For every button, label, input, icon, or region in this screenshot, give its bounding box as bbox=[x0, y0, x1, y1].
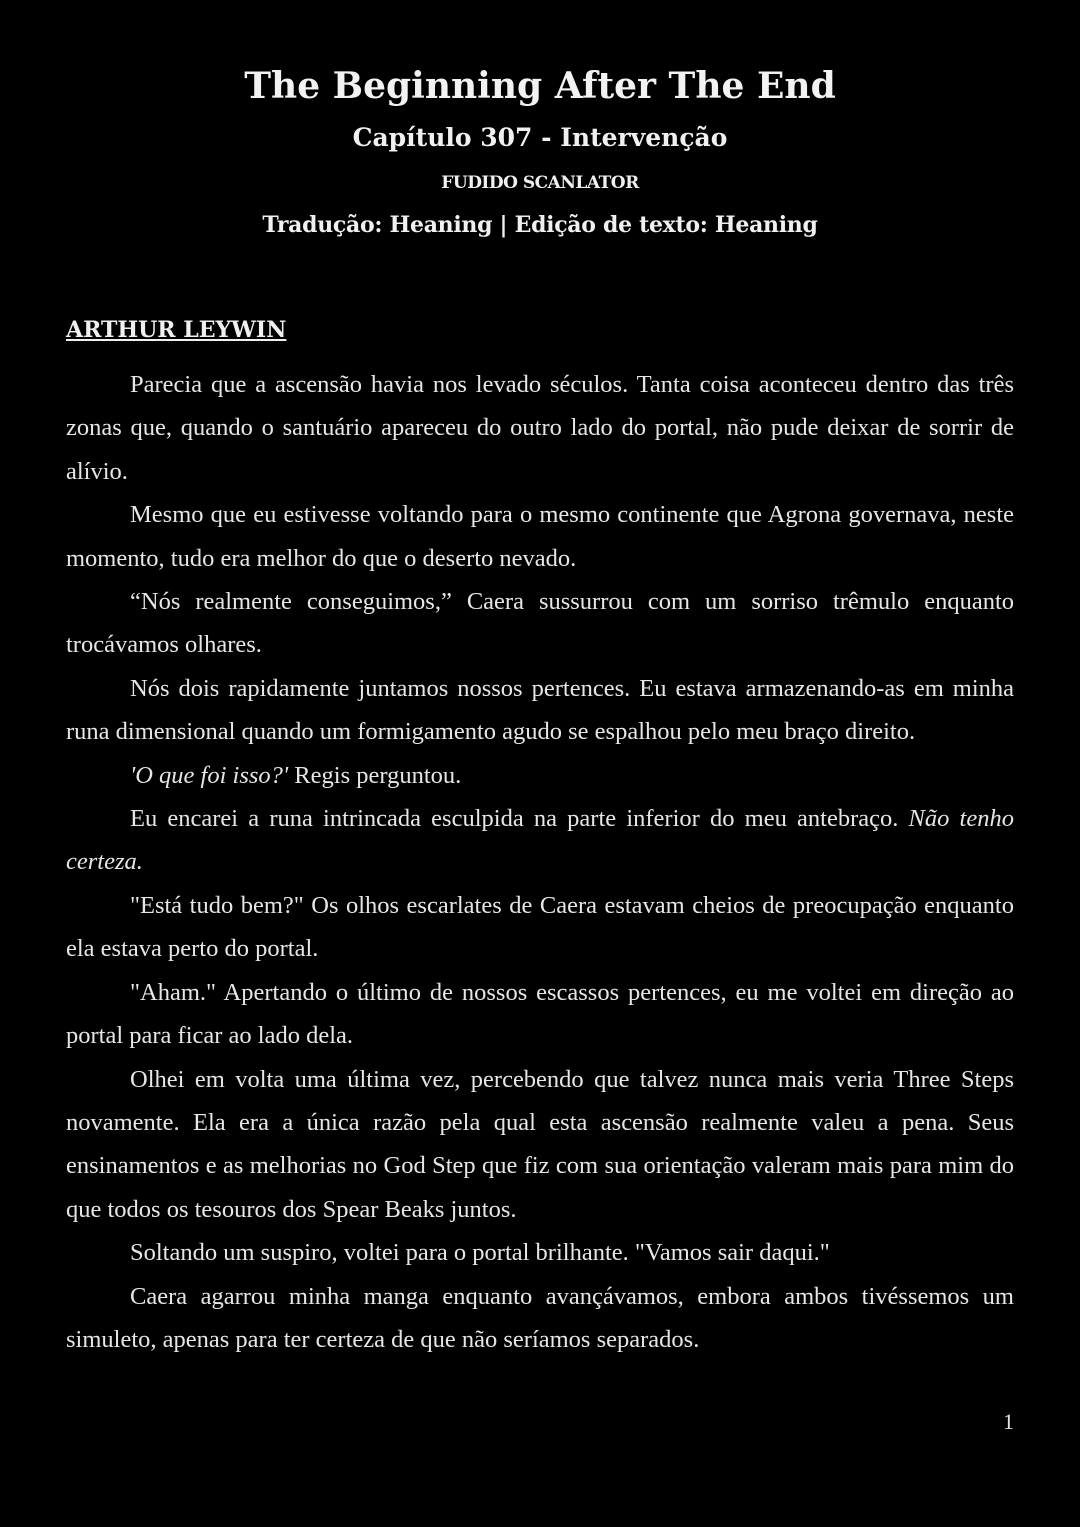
paragraph: Soltando um suspiro, voltei para o portal brilhante. "Vamos sair daqui." bbox=[130, 1239, 830, 1267]
paragraph-text: Regis perguntou. bbox=[288, 761, 462, 789]
paragraph: Olhei em volta uma última vez, percebendo que talvez nunca mais veria Three Steps novamente. Ela era a única razão pela qual esta ascensão realmente valeu a pena. Seus ensinamentos e as melhorias no God Step que fiz com sua orientação valeram mais para mim do que todos os tesouros dos Spear Beaks juntos. bbox=[66, 1065, 1014, 1223]
scanlator-name: FUDIDO SCANLATOR bbox=[441, 173, 639, 193]
page-number: 1 bbox=[1003, 1409, 1014, 1434]
paragraph bbox=[66, 754, 1014, 797]
chapter-title: Capítulo 307 - Intervenção bbox=[352, 123, 728, 152]
paragraph: Parecia que a ascensão havia nos levado séculos. Tanta coisa aconteceu dentro das três zonas que, quando o santuário apareceu do outro lado do portal, não pude deixar de sorrir de alívio. bbox=[66, 371, 1014, 485]
paragraph-text: Eu encarei a runa intrincada esculpida na parte inferior do meu antebraço. bbox=[130, 805, 909, 833]
paragraph: Caera agarrou minha manga enquanto avançávamos, embora ambos tivéssemos um simuleto, apenas para ter certeza de que não seríamos separados. bbox=[66, 1282, 1014, 1353]
chapter-body bbox=[66, 363, 1014, 1361]
translation-credits: Tradução: Heaning | Edição de texto: Heaning bbox=[262, 212, 818, 238]
pov-heading: ARTHUR LEYWIN bbox=[66, 317, 287, 343]
document-header bbox=[0, 60, 1080, 242]
telepathic-speech: 'O que foi isso?' bbox=[130, 761, 289, 789]
paragraph: "Aham." Apertando o último de nossos escassos pertences, eu me voltei em direção ao portal para ficar ao lado dela. bbox=[66, 978, 1014, 1050]
document-title: The Beginning After The End bbox=[244, 65, 836, 107]
inner-thought: Não tenho certeza. bbox=[66, 805, 1014, 876]
paragraph bbox=[66, 797, 1014, 884]
paragraph: "Está tudo bem?" Os olhos escarlates de Caera estavam cheios de preocupação enquanto ela estava perto do portal. bbox=[66, 891, 1014, 963]
paragraph: Nós dois rapidamente juntamos nossos pertences. Eu estava armazenando-as em minha runa dimensional quando um formigamento agudo se espalhou pelo meu braço direito. bbox=[66, 674, 1014, 746]
paragraph: “Nós realmente conseguimos,” Caera sussurrou com um sorriso trêmulo enquanto trocávamos olhares. bbox=[66, 588, 1014, 659]
paragraph: Mesmo que eu estivesse voltando para o mesmo continente que Agrona governava, neste momento, tudo era melhor do que o deserto nevado. bbox=[66, 501, 1014, 572]
